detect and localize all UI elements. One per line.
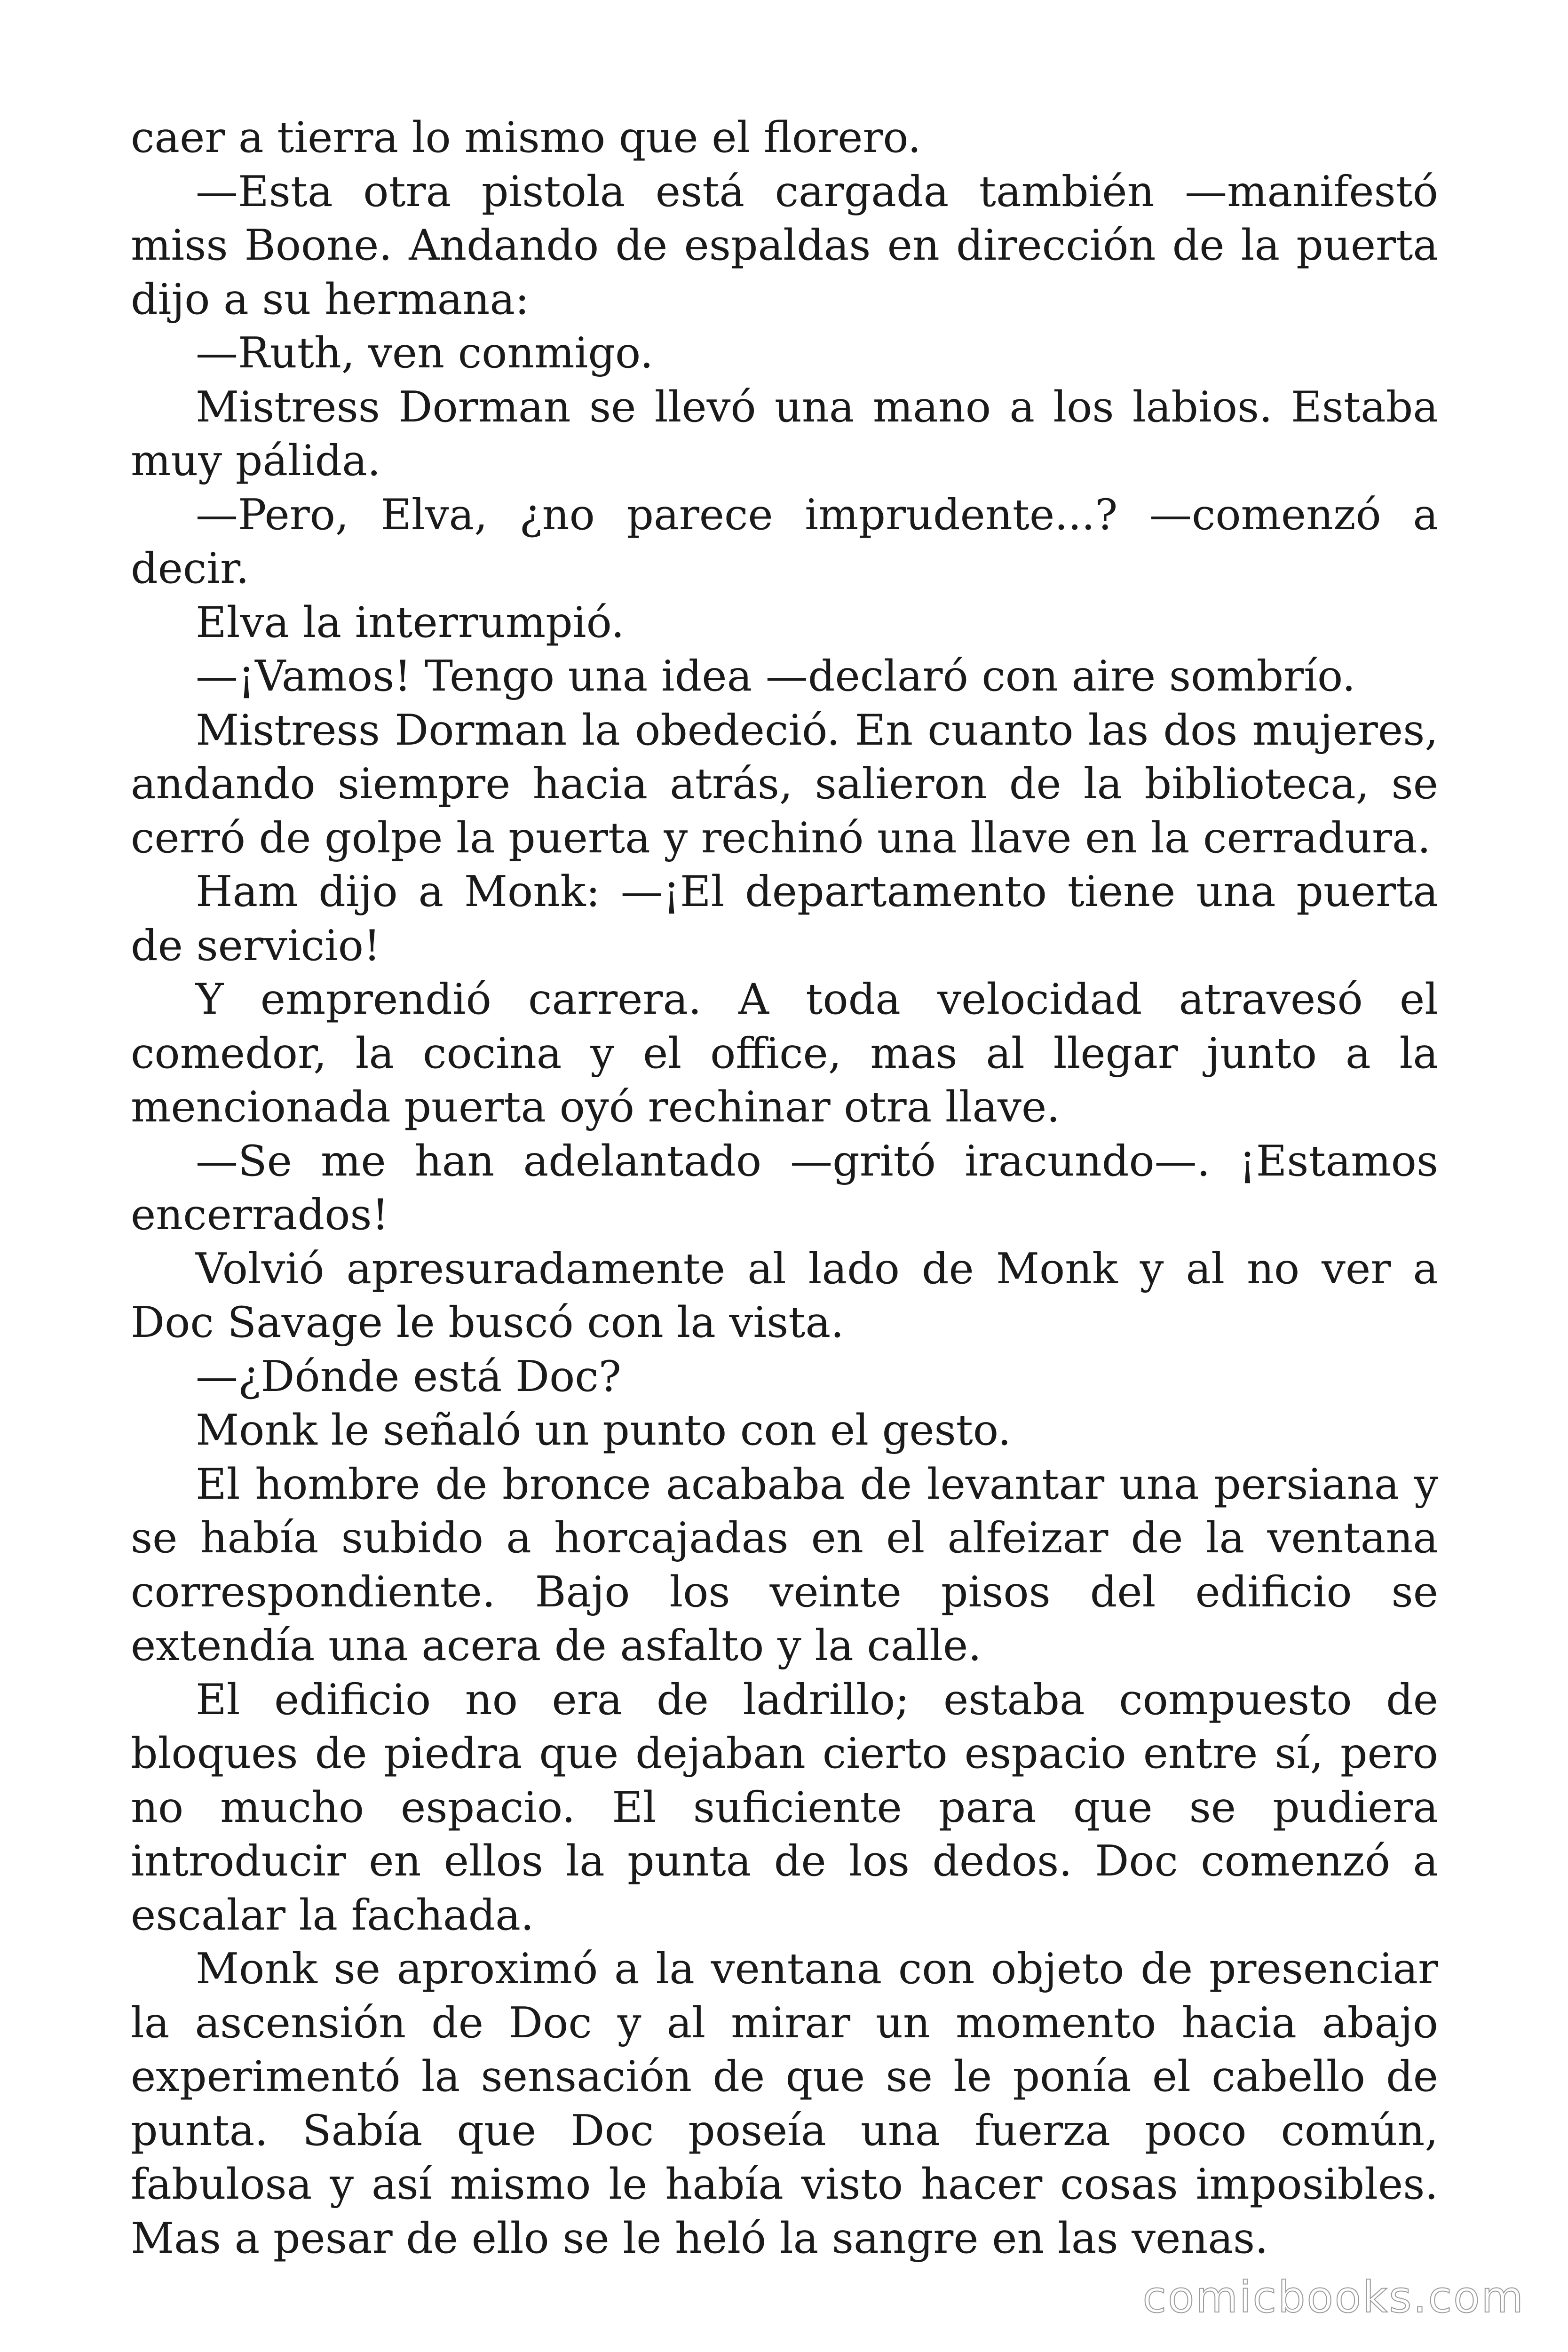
- paragraph: —Esta otra pistola está cargada también —manifestó miss Boone. Andando de espaldas en dirección de la puerta dijo a su hermana:: [131, 167, 1438, 324]
- page-body: [131, 111, 1438, 2265]
- paragraph: El hombre de bronce acababa de levantar una persiana y se había subido a horcajadas en el alfeizar de la ventana correspondiente. Bajo los veinte pisos del edificio se extendía una acera de asfalto y la calle.: [131, 1459, 1438, 1670]
- paragraph: —¿Dónde está Doc?: [196, 1351, 621, 1401]
- paragraph: —Se me han adelantado —gritó iracundo—. ¡Estamos encerrados!: [131, 1136, 1438, 1240]
- paragraph: —¡Vamos! Tengo una idea —declaró con aire sombrío.: [196, 652, 1356, 701]
- watermark: comicbooks.com: [1142, 2272, 1525, 2322]
- paragraph: Monk se aproximó a la ventana con objeto de presenciar la ascensión de Doc y al mirar un momento hacia abajo experimentó la sensación de que se le ponía el cabello de punta. Sabía que Doc poseía una fuerza poco común, fabulosa y así mismo le había visto hacer cosas imposibles. Mas a pesar de ello se le heló la sangre en las venas.: [131, 1944, 1438, 2263]
- paragraph: Ham dijo a Monk: —¡El departamento tiene una puerta de servicio!: [131, 867, 1438, 970]
- paragraph: —Ruth, ven conmigo.: [196, 328, 654, 378]
- paragraph: Volvió apresuradamente al lado de Monk y al no ver a Doc Savage le buscó con la vista.: [131, 1244, 1438, 1347]
- paragraph: Monk le señaló un punto con el gesto.: [196, 1406, 1012, 1455]
- paragraph: El edificio no era de ladrillo; estaba compuesto de bloques de piedra que dejaban cierto espacio entre sí, pero no mucho espacio. El suficiente para que se pudiera introducir en ellos la punta de los dedos. Doc comenzó a escalar la fachada.: [131, 1675, 1438, 1940]
- paragraph: Y emprendió carrera. A toda velocidad atravesó el comedor, la cocina y el office, mas al llegar junto a la mencionada puerta oyó rechinar otra llave.: [131, 975, 1438, 1132]
- paragraph: caer a tierra lo mismo que el florero.: [131, 113, 921, 162]
- paragraph: Mistress Dorman se llevó una mano a los labios. Estaba muy pálida.: [131, 382, 1438, 485]
- paragraph: Mistress Dorman la obedeció. En cuanto las dos mujeres, andando siempre hacia atrás, salieron de la biblioteca, se cerró de golpe la puerta y rechinó una llave en la cerradura.: [131, 705, 1438, 863]
- paragraph: Elva la interrumpió.: [196, 597, 625, 647]
- paragraph: —Pero, Elva, ¿no parece imprudente...? —comenzó a decir.: [131, 490, 1438, 593]
